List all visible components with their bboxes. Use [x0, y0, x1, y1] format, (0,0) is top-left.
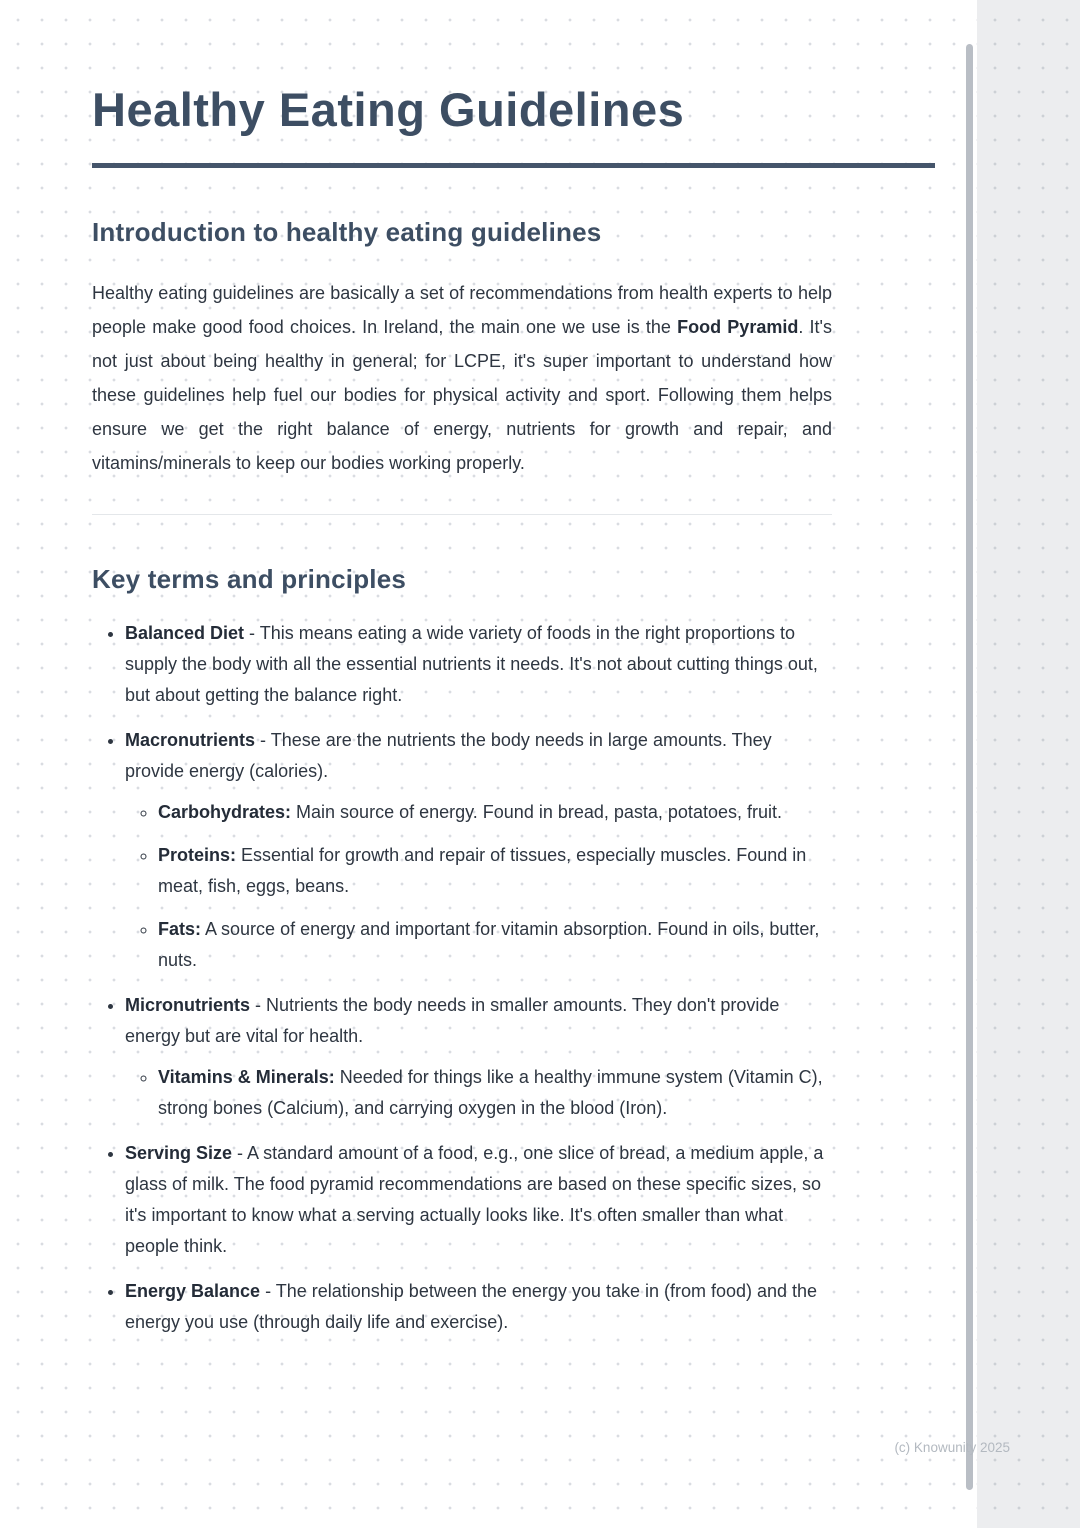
micronutrients-sublist — [125, 1062, 832, 1124]
key-terms-list — [92, 618, 832, 1338]
term-label: Balanced Diet — [125, 623, 245, 644]
list-item-micronutrients — [125, 990, 832, 1124]
subterm-text: Essential for growth and repair of tissues, especially muscles. Found in meat, fish, eggs, beans. — [158, 845, 807, 897]
subterm-text: A source of energy and important for vitamin absorption. Found in oils, butter, nuts. — [158, 919, 820, 971]
term-label: Energy Balance — [125, 1281, 261, 1302]
intro-text-bold: Food Pyramid — [677, 316, 799, 337]
subterm-label: Proteins: — [158, 845, 237, 866]
section-divider — [92, 514, 832, 515]
term-text: - These are the nutrients the body needs in large amounts. They provide energy (calories). — [125, 730, 772, 782]
main-content — [92, 0, 832, 1352]
list-item-serving-size — [125, 1138, 832, 1262]
page-title: Healthy Eating Guidelines — [92, 83, 685, 136]
subterm-text: Needed for things like a healthy immune system (Vitamin C), strong bones (Calcium), and carrying oxygen in the blood (Iron). — [158, 1067, 823, 1119]
intro-text-pre: Healthy eating guidelines are basically a set of recommendations from health experts to help people make good food choices. In Ireland, the main one we use is the — [92, 282, 832, 337]
subterm-text: Main source of energy. Found in bread, pasta, potatoes, fruit. — [291, 802, 782, 823]
list-item-vitamins-minerals — [158, 1062, 832, 1124]
term-label: Serving Size — [125, 1143, 233, 1164]
side-panel — [977, 0, 1080, 1528]
list-item-energy-balance — [125, 1276, 832, 1338]
subterm-label: Vitamins & Minerals: — [158, 1067, 335, 1088]
scrollbar-thumb[interactable] — [966, 44, 973, 1490]
intro-paragraph — [92, 276, 832, 480]
term-text: - Nutrients the body needs in smaller amounts. They don't provide energy but are vital for health. — [125, 995, 780, 1047]
macronutrients-sublist — [125, 797, 832, 976]
term-text: - This means eating a wide variety of foods in the right proportions to supply the body with all the essential nutrients it needs. It's not about cutting things out, but about getting the balance right. — [125, 623, 818, 706]
term-label: Macronutrients — [125, 730, 256, 751]
list-item-fats — [158, 914, 832, 976]
subterm-label: Fats: — [158, 919, 202, 940]
intro-section-heading: Introduction to healthy eating guidelines — [92, 216, 602, 247]
list-item-balanced-diet — [125, 618, 832, 711]
list-item-carbohydrates — [158, 797, 832, 828]
watermark: (c) Knowunity 2025 — [894, 1440, 1010, 1455]
intro-text-post: . It's not just about being healthy in general; for LCPE, it's super important to understand how these guidelines help fuel our bodies for physical activity and sport. Following them helps ensure we get the right balance of energy, nutrients for growth and repair, and vitamins/minerals to keep our bodies working properly. — [92, 316, 832, 473]
term-text: - A standard amount of a food, e.g., one slice of bread, a medium apple, a glass of milk. The food pyramid recommendations are based on these specific sizes, so it's important to know what a serving actually looks like. It's often smaller than what people think. — [125, 1143, 824, 1257]
list-item-proteins — [158, 840, 832, 902]
term-label: Micronutrients — [125, 995, 251, 1016]
term-text: - The relationship between the energy you take in (from food) and the energy you use (through daily life and exercise). — [125, 1281, 818, 1333]
keyterms-section-heading: Key terms and principles — [92, 563, 407, 594]
title-rule — [92, 163, 935, 168]
list-item-macronutrients — [125, 725, 832, 976]
subterm-label: Carbohydrates: — [158, 802, 292, 823]
